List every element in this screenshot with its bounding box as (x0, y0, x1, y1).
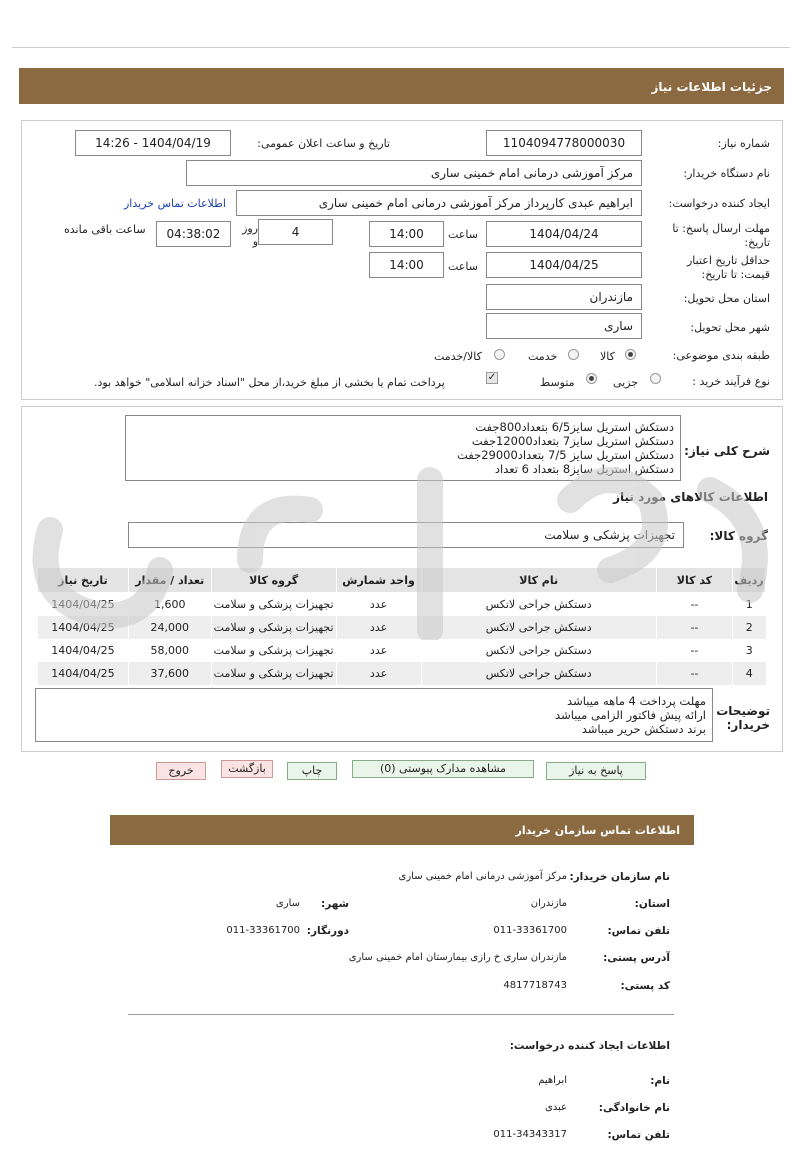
city-field: ساری (486, 313, 642, 339)
cell-group: تجهیزات پزشکی و سلامت (211, 639, 336, 662)
contact-postal-value: 4817718743 (503, 980, 567, 991)
creator-phone-label: تلفن تماس: (607, 1129, 670, 1141)
cell-index: 4 (733, 662, 766, 685)
cell-index: 3 (733, 639, 766, 662)
contact-fax-label: دورنگار: (306, 925, 349, 937)
treasury-payment-note: پرداخت تمام یا بخشی از مبلغ خرید،از محل "اسناد خزانه اسلامی" خواهد بود. (94, 376, 445, 389)
table-row (38, 639, 766, 662)
contact-province-label: استان: (634, 898, 670, 910)
contact-city-value: ساری (275, 898, 300, 909)
contact-phone-label: تلفن تماس: (607, 925, 670, 937)
need-number-field: 1104094778000030 (486, 130, 642, 156)
table-row (38, 593, 766, 617)
creator-title: اطلاعات ایجاد کننده درخواست: (509, 1040, 670, 1052)
deadline-time-label: ساعت (448, 228, 478, 241)
cell-date: 1404/04/25 (38, 616, 129, 639)
city-label: شهر محل تحویل: (690, 321, 770, 334)
cell-name: دستکش جراحی لاتکس (421, 662, 656, 685)
cell-unit: عدد (336, 639, 421, 662)
validity-label: حداقل تاریخ اعتبار قیمت: تا تاریخ: (686, 254, 770, 281)
cell-name: دستکش جراحی لاتکس (421, 616, 656, 639)
cell-date: 1404/04/25 (38, 639, 129, 662)
province-field: مازندران (486, 284, 642, 310)
purchase-type-label: نوع فرآیند خرید : (692, 375, 770, 388)
contact-postal-label: کد پستی: (620, 980, 670, 992)
buyer-note-line: مهلت پرداخت 4 ماهه میباشد (567, 694, 706, 708)
creator-name-value: ابراهیم (538, 1075, 567, 1086)
top-divider (12, 47, 790, 48)
buyer-notes-label: توضیحات خریدار: (716, 704, 770, 732)
cell-code: -- (656, 616, 732, 639)
buyer-note-line: برند دستکش حریر میباشد (581, 722, 706, 736)
attachments-button[interactable]: مشاهده مدارک پیوستی (0) (352, 760, 534, 778)
buyer-note-line: ارائه پیش فاکتور الزامی میباشد (555, 708, 706, 722)
table-row (38, 616, 766, 639)
cell-unit: عدد (336, 616, 421, 639)
description-line: دستکش استریل سایز7 بتعداد12000جفت (471, 434, 674, 448)
contact-org-label: نام سازمان خریدار: (569, 871, 670, 883)
cell-name: دستکش جراحی لاتکس (421, 639, 656, 662)
remaining-label: ساعت باقی مانده (64, 223, 146, 236)
contact-fax-value: 011-33361700 (226, 925, 300, 936)
description-label: شرح کلی نیاز: (684, 444, 770, 458)
cell-date: 1404/04/25 (38, 593, 129, 617)
cell-qty: 58,000 (128, 639, 211, 662)
category-label: طبقه بندی موضوعی: (672, 349, 770, 362)
buyer-contact-link[interactable]: اطلاعات تماس خریدار (124, 197, 226, 210)
col-name: نام کالا (421, 568, 656, 593)
cell-code: -- (656, 593, 732, 617)
goods-group-field: تجهیزات پزشکی و سلامت (128, 522, 684, 548)
cell-group: تجهیزات پزشکی و سلامت (211, 662, 336, 685)
validity-time-field: 14:00 (369, 252, 444, 278)
table-row (38, 662, 766, 685)
category-service-label: خدمت (528, 350, 558, 363)
validity-time-label: ساعت (448, 260, 478, 273)
purchase-medium-radio[interactable] (586, 373, 597, 384)
col-qty: تعداد / مقدار (128, 568, 211, 593)
cell-date: 1404/04/25 (38, 662, 129, 685)
days-field: 4 (258, 219, 333, 245)
goods-table-header (38, 568, 766, 593)
category-goods-service-radio[interactable] (494, 349, 505, 360)
buyer-org-field: مرکز آموزشی درمانی امام خمینی ساری (186, 160, 642, 186)
page-title: جزئیات اطلاعات نیاز (651, 80, 772, 94)
reply-button[interactable]: پاسخ به نیاز (546, 762, 646, 780)
contact-header (110, 815, 694, 845)
creator-family-value: عبدی (544, 1102, 567, 1113)
category-service-radio[interactable] (568, 349, 579, 360)
description-line: دستکش استریل سایز6/5 بتعداد800جفت (475, 420, 674, 434)
province-label: استان محل تحویل: (683, 292, 770, 305)
contact-address-value: مازندران ساری خ رازی بیمارستان امام خمینی ساری (348, 952, 567, 963)
buyer-org-label: نام دستگاه خریدار: (683, 167, 770, 180)
purchase-partial-radio[interactable] (650, 373, 661, 384)
contact-phone-value: 011-33361700 (493, 925, 567, 936)
col-group: گروه کالا (211, 568, 336, 593)
cell-qty: 37,600 (128, 662, 211, 685)
cell-qty: 24,000 (128, 616, 211, 639)
purchase-medium-label: متوسط (540, 376, 575, 389)
creator-name-label: نام: (650, 1075, 670, 1087)
description-box (125, 415, 681, 481)
goods-table (37, 567, 766, 685)
print-button[interactable]: چاپ (287, 762, 337, 780)
contact-address-label: آدرس پستی: (603, 952, 670, 964)
exit-button[interactable]: خروج (156, 762, 206, 780)
category-goods-service-label: کالا/خدمت (434, 350, 482, 363)
contact-divider (128, 1014, 674, 1015)
category-goods-radio[interactable] (625, 349, 636, 360)
contact-province-value: مازندران (530, 898, 567, 909)
cell-index: 1 (733, 593, 766, 617)
purchase-partial-label: جزیی (613, 376, 639, 389)
cell-code: -- (656, 639, 732, 662)
creator-family-label: نام خانوادگی: (598, 1102, 670, 1114)
cell-unit: عدد (336, 662, 421, 685)
treasury-payment-checkbox[interactable]: ✓ (487, 372, 497, 383)
cell-code: -- (656, 662, 732, 685)
category-goods-label: کالا (600, 350, 615, 363)
col-unit: واحد شمارش (336, 568, 421, 593)
creator-phone-value: 011-34343317 (493, 1129, 567, 1140)
remaining-time-field: 04:38:02 (156, 221, 231, 247)
cell-unit: عدد (336, 593, 421, 617)
deadline-label: مهلت ارسال پاسخ: تا تاریخ: (672, 222, 770, 249)
contact-org-value: مرکز آموزشی درمانی امام خمینی ساری (398, 871, 567, 882)
need-number-label: شماره نیاز: (717, 137, 770, 150)
contact-title: اطلاعات تماس سازمان خریدار (515, 824, 680, 837)
announce-field: 1404/04/19 - 14:26 (75, 130, 231, 156)
cell-group: تجهیزات پزشکی و سلامت (211, 616, 336, 639)
page-header (19, 68, 784, 104)
announce-label: تاریخ و ساعت اعلان عمومی: (257, 137, 390, 150)
cell-group: تجهیزات پزشکی و سلامت (211, 593, 336, 617)
cell-name: دستکش جراحی لاتکس (421, 593, 656, 617)
contact-city-label: شهر: (321, 898, 349, 910)
cell-qty: 1,600 (128, 593, 211, 617)
col-date: تاریخ نیاز (38, 568, 129, 593)
cell-index: 2 (733, 616, 766, 639)
col-code: کد کالا (656, 568, 732, 593)
requester-label: ایجاد کننده درخواست: (668, 197, 770, 210)
back-button[interactable]: بازگشت (221, 760, 273, 778)
goods-group-label: گروه کالا: (709, 529, 768, 543)
goods-section-title: اطلاعات کالاهای مورد نیاز (613, 490, 768, 504)
description-line: دستکش استریل سایز 7/5 بتعداد29000جفت (456, 448, 674, 462)
deadline-date-field: 1404/04/24 (486, 221, 642, 247)
validity-date-field: 1404/04/25 (486, 252, 642, 278)
requester-field: ابراهیم عبدی کارپرداز مرکز آموزشی درمانی امام خمینی ساری (236, 190, 642, 216)
col-index: ردیف (733, 568, 766, 593)
buyer-notes-box (35, 688, 713, 742)
deadline-time-field: 14:00 (369, 221, 444, 247)
description-line: دستکش استریل سایز8 بتعداد 6 تعداد (494, 462, 674, 476)
days-label: روز و (242, 222, 258, 248)
